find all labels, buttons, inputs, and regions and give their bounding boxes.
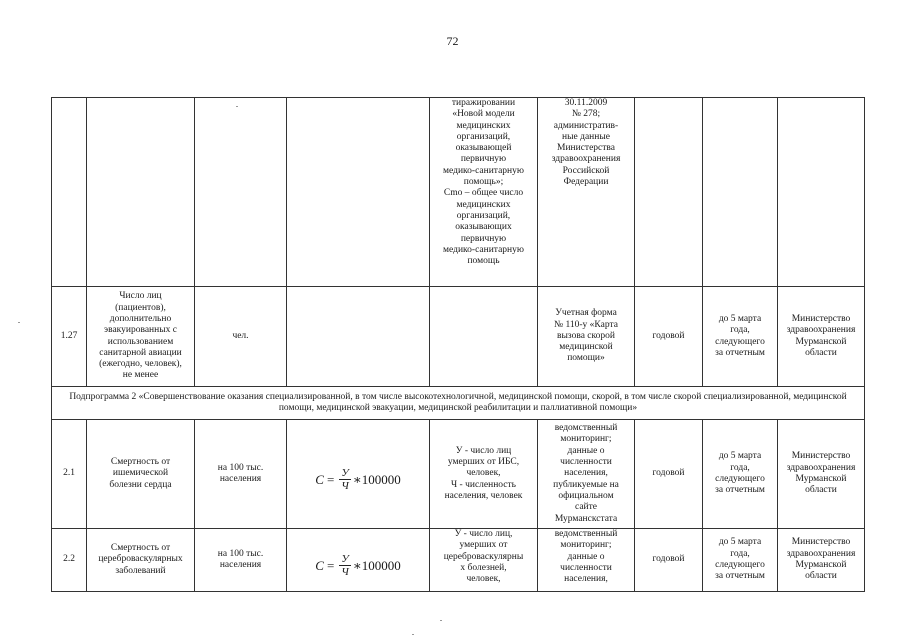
scan-speck bbox=[18, 322, 20, 323]
deadline-cell: до 5 марта года, следующего за отчетным bbox=[703, 287, 778, 387]
indicator-name: Смертность от ишемической болезни сердца bbox=[87, 420, 195, 529]
periodicity-cell: годовой bbox=[635, 529, 703, 592]
formula-variables-cell: У - число лиц умерших от ИБС, человек, Ч - численность населения, человек bbox=[430, 420, 538, 529]
formula-lhs: C bbox=[315, 557, 324, 573]
formula-eq: = bbox=[326, 471, 335, 487]
formula-fraction bbox=[339, 467, 351, 492]
data-source-cell: ведомственный мониторинг; данные о численности населения, bbox=[538, 529, 635, 592]
formula-multiplier: ∗100000 bbox=[352, 557, 401, 573]
responsible-cell: Министерство здравоохранения Мурманской области bbox=[778, 529, 865, 592]
unit-cell: чел. bbox=[195, 287, 287, 387]
cell-empty bbox=[195, 98, 287, 287]
table-row bbox=[52, 98, 865, 287]
cell-empty bbox=[287, 287, 430, 387]
formula-variables-cell: тиражировании «Новой модели медицинских организаций, оказывающей первичную медико-санитарную помощь»; Cmo – общее число медицинских организаций, оказывающих первичную медико-санитарную помощь bbox=[430, 98, 538, 287]
indicators-table bbox=[51, 97, 865, 592]
scan-speck bbox=[236, 106, 238, 107]
formula bbox=[315, 553, 400, 578]
deadline-cell: до 5 марта года, следующего за отчетным bbox=[703, 420, 778, 529]
cell-empty bbox=[287, 98, 430, 287]
data-source-cell: ведомственный мониторинг; данные о численности населения, публикуемые на официальном сайте Мурманскстата bbox=[538, 420, 635, 529]
deadline-cell: до 5 марта года, следующего за отчетным bbox=[703, 529, 778, 592]
formula-cell bbox=[287, 420, 430, 529]
cell-empty bbox=[430, 287, 538, 387]
indicator-name: Смертность от цереброваскулярных заболеваний bbox=[87, 529, 195, 592]
page-number: 72 bbox=[446, 34, 459, 48]
unit-cell: на 100 тыс. населения bbox=[195, 529, 287, 592]
scan-speck bbox=[440, 620, 442, 621]
cell-empty bbox=[778, 98, 865, 287]
unit-cell: на 100 тыс. населения bbox=[195, 420, 287, 529]
formula-denominator: Ч bbox=[341, 480, 349, 493]
formula-fraction bbox=[339, 553, 351, 578]
data-source-cell: Учетная форма № 110-у «Карта вызова скорой медицинской помощи» bbox=[538, 287, 635, 387]
cell-empty bbox=[635, 98, 703, 287]
row-number: 1.27 bbox=[52, 287, 87, 387]
formula-multiplier: ∗100000 bbox=[352, 471, 401, 487]
formula-numerator: У bbox=[341, 467, 349, 480]
data-source-cell: 30.11.2009 № 278; административ- ные данные Министерства здравоохранения Российской Федерации bbox=[538, 98, 635, 287]
periodicity-cell: годовой bbox=[635, 420, 703, 529]
cell-empty bbox=[703, 98, 778, 287]
cell-empty bbox=[87, 98, 195, 287]
cell-empty bbox=[52, 98, 87, 287]
responsible-cell: Министерство здравоохранения Мурманской области bbox=[778, 420, 865, 529]
formula-cell bbox=[287, 529, 430, 592]
responsible-cell: Министерство здравоохранения Мурманской области bbox=[778, 287, 865, 387]
table-row bbox=[52, 529, 865, 592]
formula-eq: = bbox=[326, 557, 335, 573]
row-number: 2.2 bbox=[52, 529, 87, 592]
periodicity-cell: годовой bbox=[635, 287, 703, 387]
scan-speck bbox=[412, 634, 414, 635]
table-row bbox=[52, 287, 865, 387]
formula-variables-cell: У - число лиц, умерших от цереброваскулярны х болезней, человек, bbox=[430, 529, 538, 592]
formula-denominator: Ч bbox=[341, 566, 349, 579]
formula bbox=[315, 467, 400, 492]
formula-numerator: У bbox=[341, 553, 349, 566]
indicator-name: Число лиц (пациентов), дополнительно эвакуированных с использованием санитарной авиации (ежегодно, человек), не менее bbox=[87, 287, 195, 387]
row-number: 2.1 bbox=[52, 420, 87, 529]
table-row bbox=[52, 420, 865, 529]
formula-lhs: C bbox=[315, 471, 324, 487]
table-row bbox=[52, 387, 865, 420]
subprogram-title: Подпрограмма 2 «Совершенствование оказания специализированной, в том числе высокотехнологичной, медицинской помощи, скорой, в том числе скорой специализированной, медицинской помощи, медицинской эвакуации, медицинской реабилитации и паллиативной помощи» bbox=[52, 387, 865, 420]
